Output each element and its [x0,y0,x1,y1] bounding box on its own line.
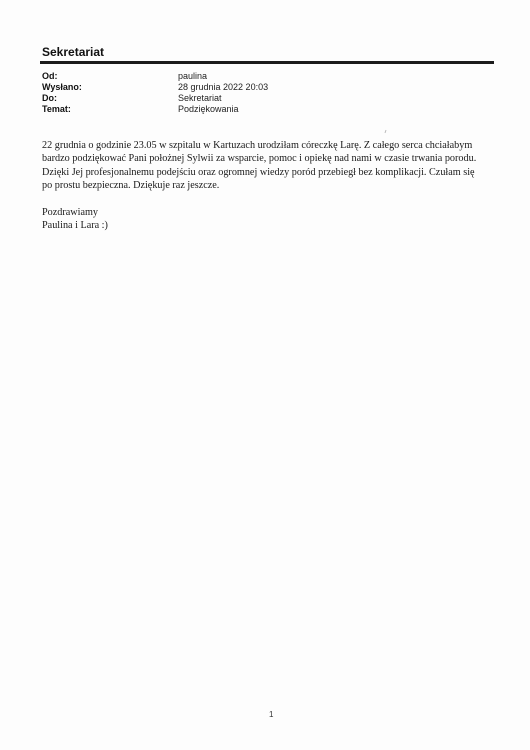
scan-speck [385,130,387,133]
to-row [42,93,268,104]
page-number: 1 [269,710,274,719]
body-line: po prostu bezpieczna. Dziękuje raz jeszcze. [42,180,220,192]
to-label: Do: [42,93,57,103]
sent-label: Wysłano: [42,82,82,92]
from-value: paulina [178,71,208,81]
subject-label: Temat: [42,104,71,114]
greeting: Pozdrawiamy [42,207,99,218]
to-value: Sekretariat [178,93,222,103]
from-row [42,71,268,82]
subject-value: Podziękowania [178,104,239,114]
subject-row [42,104,268,115]
sender-title: Sekretariat [42,45,105,59]
sent-value: 28 grudnia 2022 20:03 [178,82,269,92]
message-body [42,139,502,193]
from-label: Od: [42,71,58,81]
signoff [42,206,108,233]
signature: Paulina i Lara :) [42,220,108,232]
message-paragraph [42,139,502,193]
body-line: Dzięki Jej profesjonalnemu podejściu oraz ogromnej wiedzy poród przebiegł bez komplikacji. Czułam się [42,166,475,178]
email-metadata [42,71,268,115]
sent-row [42,82,268,93]
body-line: bardzo podziękować Pani położnej Sylwii za wsparcie, pomoc i opiekę nad nami w czasie trwania porodu. [42,153,477,165]
header-divider [40,61,494,64]
body-line: 22 grudnia o godzinie 23.05 w szpitalu w Kartuzach urodziłam córeczkę Larę. Z całego serca chciałabym [42,140,473,151]
